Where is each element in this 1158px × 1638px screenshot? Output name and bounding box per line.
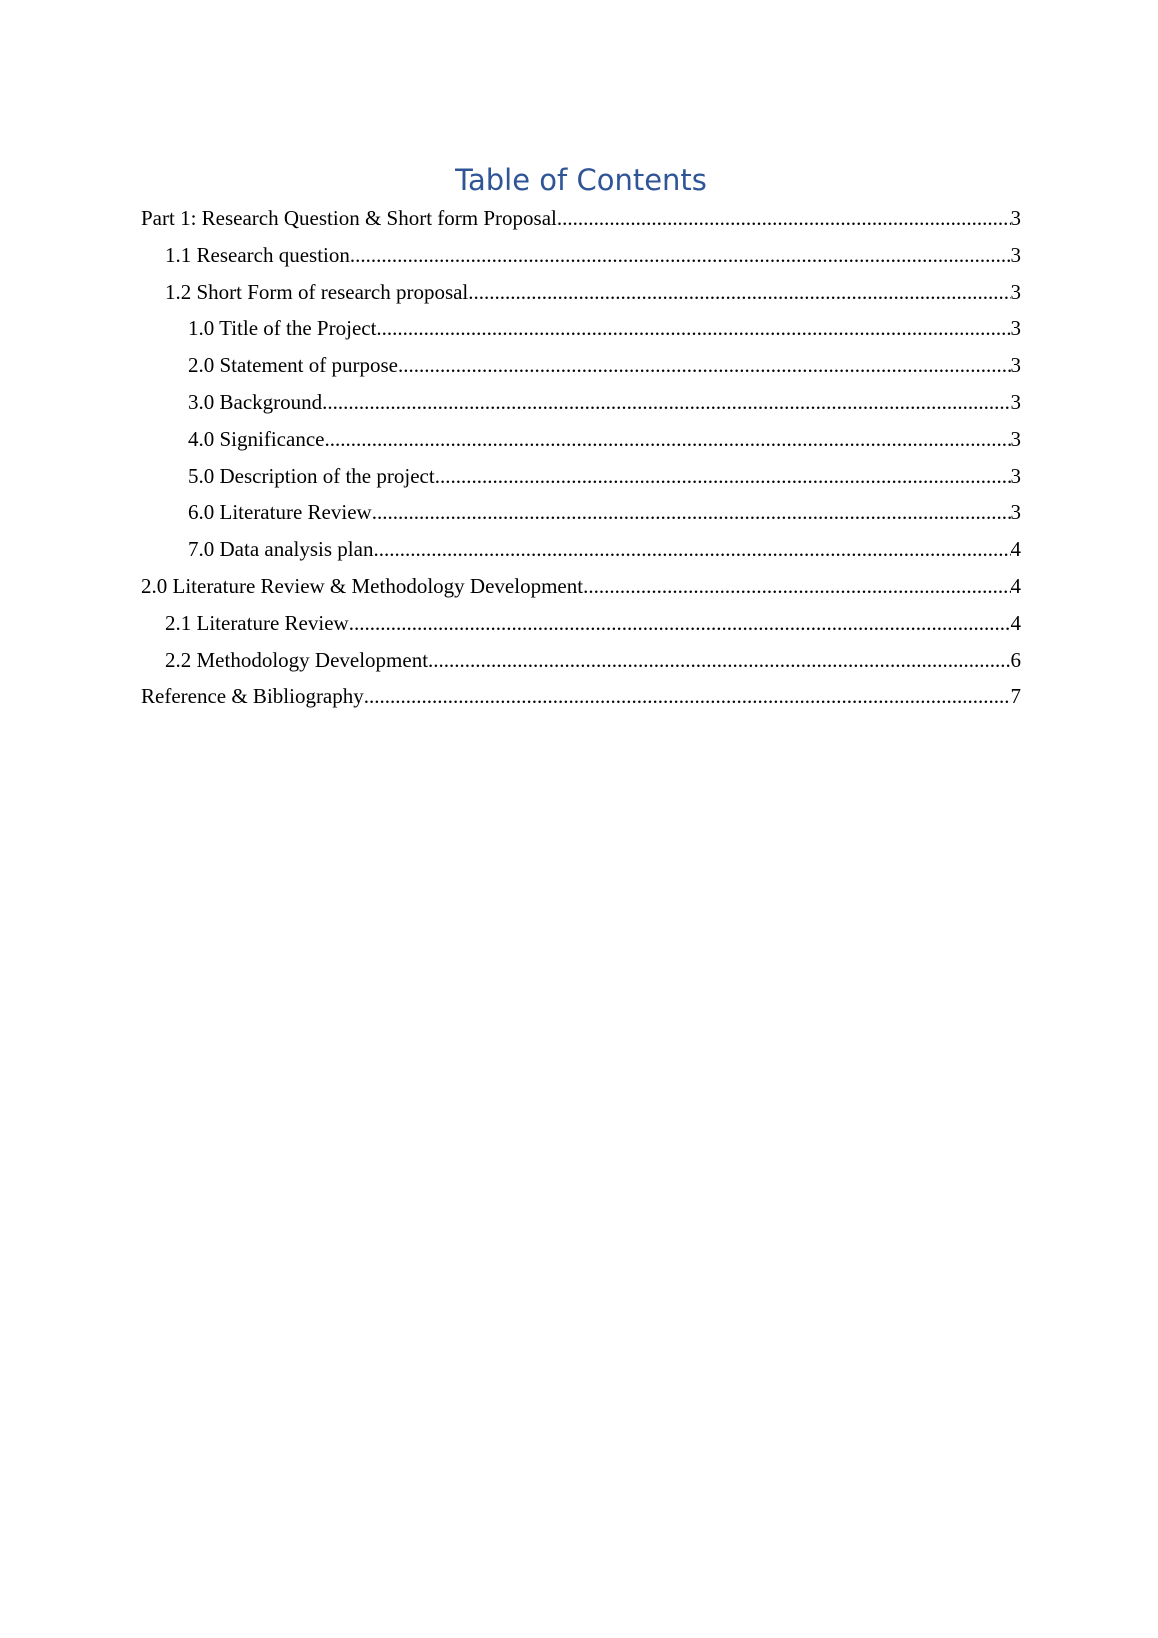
toc-page-number: 3 (1010, 206, 1021, 230)
toc-entry-text: 5.0 Description of the project (188, 463, 435, 488)
toc-entry-text: 4.0 Significance (188, 426, 325, 451)
toc-entry-text: 2.0 Statement of purpose (188, 353, 398, 378)
toc-dot-leader (398, 347, 1011, 384)
toc-dot-leader (372, 494, 1011, 531)
toc-dot-leader (428, 642, 1010, 679)
toc-page-number: 4 (1010, 537, 1021, 562)
toc-page-number: 3 (1010, 242, 1021, 267)
toc-entry[interactable] (141, 347, 1021, 384)
toc-page-number: 3 (1010, 353, 1021, 378)
toc-entry[interactable] (141, 494, 1021, 531)
toc-entry-text: 2.0 Literature Review & Methodology Development (141, 573, 584, 598)
toc-entry[interactable] (141, 384, 1021, 421)
toc-dot-leader (350, 237, 1011, 274)
toc-entry-text: 6.0 Literature Review (188, 500, 372, 525)
toc-entry[interactable] (141, 458, 1021, 495)
toc-page-number: 6 (1010, 647, 1021, 672)
toc-entry-text: 1.0 Title of the Project (188, 316, 377, 341)
toc-entry[interactable] (141, 274, 1021, 311)
toc-entry[interactable] (141, 237, 1021, 274)
toc-dot-leader (364, 678, 1011, 715)
toc-entry-text: 2.2 Methodology Development (165, 647, 429, 672)
toc-entry[interactable] (141, 310, 1021, 347)
toc-page-number: 4 (1010, 610, 1021, 635)
toc-dot-leader (376, 310, 1010, 347)
toc-entry-text: 1.2 Short Form of research proposal (165, 279, 469, 304)
toc-entry[interactable] (141, 605, 1021, 642)
toc-entry-text: 1.1 Research question (165, 242, 350, 267)
toc-dot-leader (322, 384, 1010, 421)
toc-entry[interactable] (141, 421, 1021, 458)
toc-dot-leader (583, 568, 1010, 605)
toc-entry-text: 2.1 Literature Review (165, 610, 349, 635)
toc-entry-text: 3.0 Background (188, 389, 323, 414)
toc-title: Table of Contents (455, 163, 707, 197)
toc-page-number: 3 (1010, 500, 1021, 525)
toc-list (141, 200, 1021, 715)
toc-entry[interactable] (141, 200, 1021, 237)
toc-page-number: 4 (1010, 573, 1021, 598)
toc-dot-leader (435, 458, 1011, 495)
toc-entry[interactable] (141, 678, 1021, 715)
toc-entry-text: 7.0 Data analysis plan (188, 537, 374, 562)
toc-page-number: 3 (1010, 389, 1021, 414)
toc-dot-leader (373, 531, 1010, 568)
toc-dot-leader (557, 200, 1011, 237)
toc-page-number: 7 (1010, 684, 1021, 709)
toc-entry[interactable] (141, 642, 1021, 679)
toc-entry[interactable] (141, 531, 1021, 568)
toc-page-number: 3 (1010, 316, 1021, 341)
toc-entry-text: Reference & Bibliography (141, 684, 364, 709)
toc-dot-leader (324, 421, 1010, 458)
toc-entry[interactable] (141, 568, 1021, 605)
toc-page-number: 3 (1010, 426, 1021, 451)
toc-dot-leader (468, 274, 1010, 311)
toc-page-number: 3 (1010, 279, 1021, 304)
table-of-contents (141, 160, 1021, 715)
toc-page-number: 3 (1010, 463, 1021, 488)
toc-dot-leader (349, 605, 1011, 642)
toc-entry-text: Part 1: Research Question & Short form Proposal (141, 206, 557, 230)
